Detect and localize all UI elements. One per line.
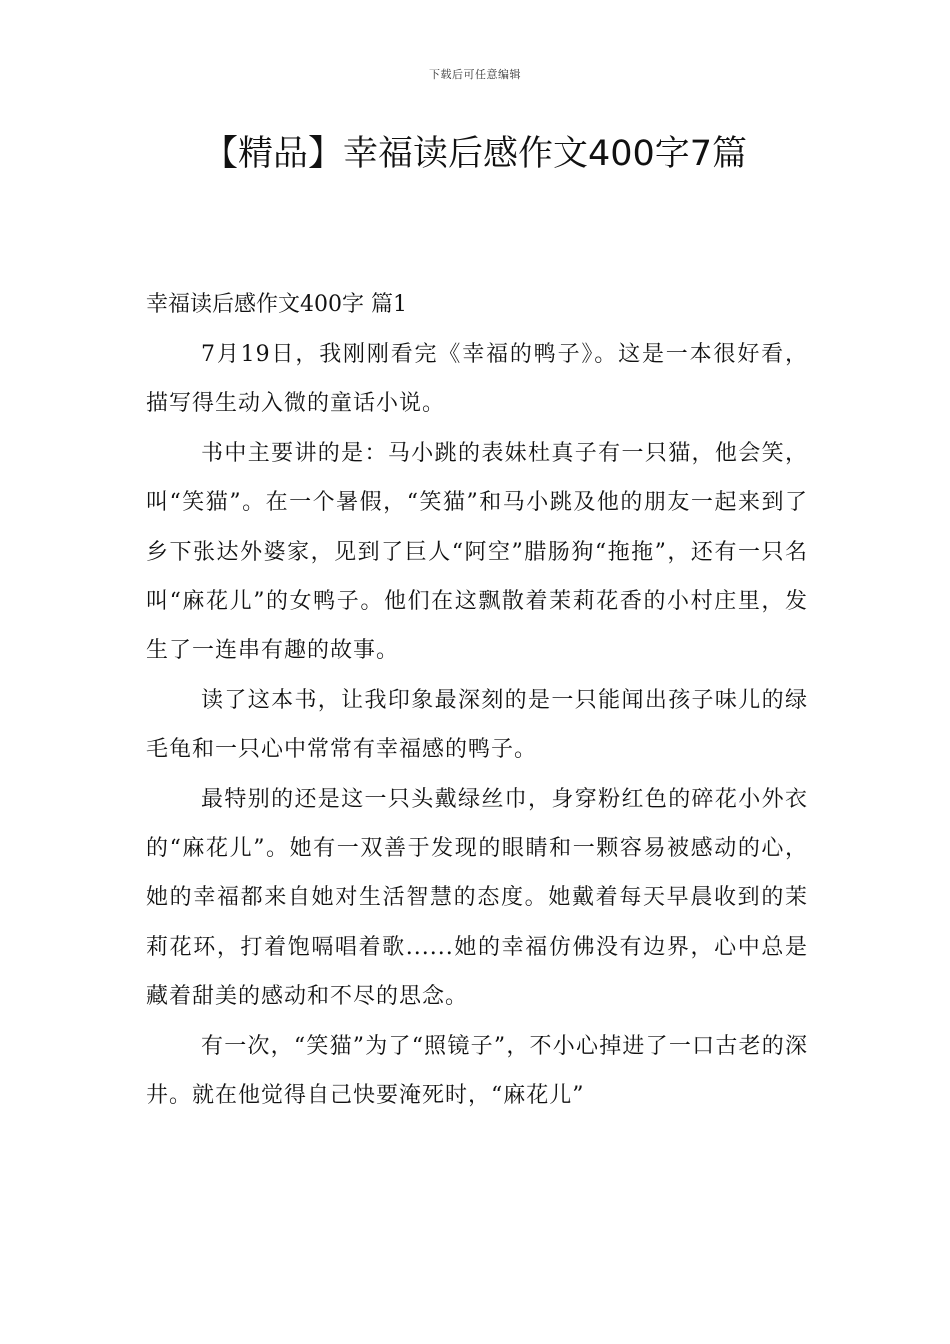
document-body [146,280,808,1121]
document-title: 【精品】幸福读后感作文400字7篇 [202,134,748,174]
header-note: 下载后可任意编辑 [429,68,521,81]
paragraph-5: 有一次，“笑猫”为了“照镜子”，不小心掉进了一口古老的深井。就在他觉得自己快要淹死时，“麻花儿” [146,1033,808,1109]
paragraph-3: 读了这本书，让我印象最深刻的是一只能闻出孩子味儿的绿毛龟和一只心中常常有幸福感的鸭子。 [146,687,808,763]
section-heading: 幸福读后感作文400字 篇1 [146,292,407,317]
paragraph-2: 书中主要讲的是：马小跳的表妹杜真子有一只猫，他会笑，叫“笑猫”。在一个暑假，“笑猫”和马小跳及他的朋友一起来到了乡下张达外婆家，见到了巨人“阿空”腊肠狗“拖拖”，还有一只名叫“麻花儿”的女鸭子。他们在这飘散着茉莉花香的小村庄里，发生了一连串有趣的故事。 [146,440,808,664]
paragraph-4: 最特别的还是这一只头戴绿丝巾，身穿粉红色的碎花小外衣的“麻花儿”。她有一双善于发现的眼睛和一颗容易被感动的心，她的幸福都来自她对生活智慧的态度。她戴着每天早晨收到的茉莉花环，打着饱嗝唱着歌......她的幸福仿佛没有边界，心中总是藏着甜美的感动和不尽的思念。 [146,786,808,1010]
paragraph-1: 7月19日，我刚刚看完《幸福的鸭子》。这是一本很好看，描写得生动入微的童话小说。 [146,342,808,417]
